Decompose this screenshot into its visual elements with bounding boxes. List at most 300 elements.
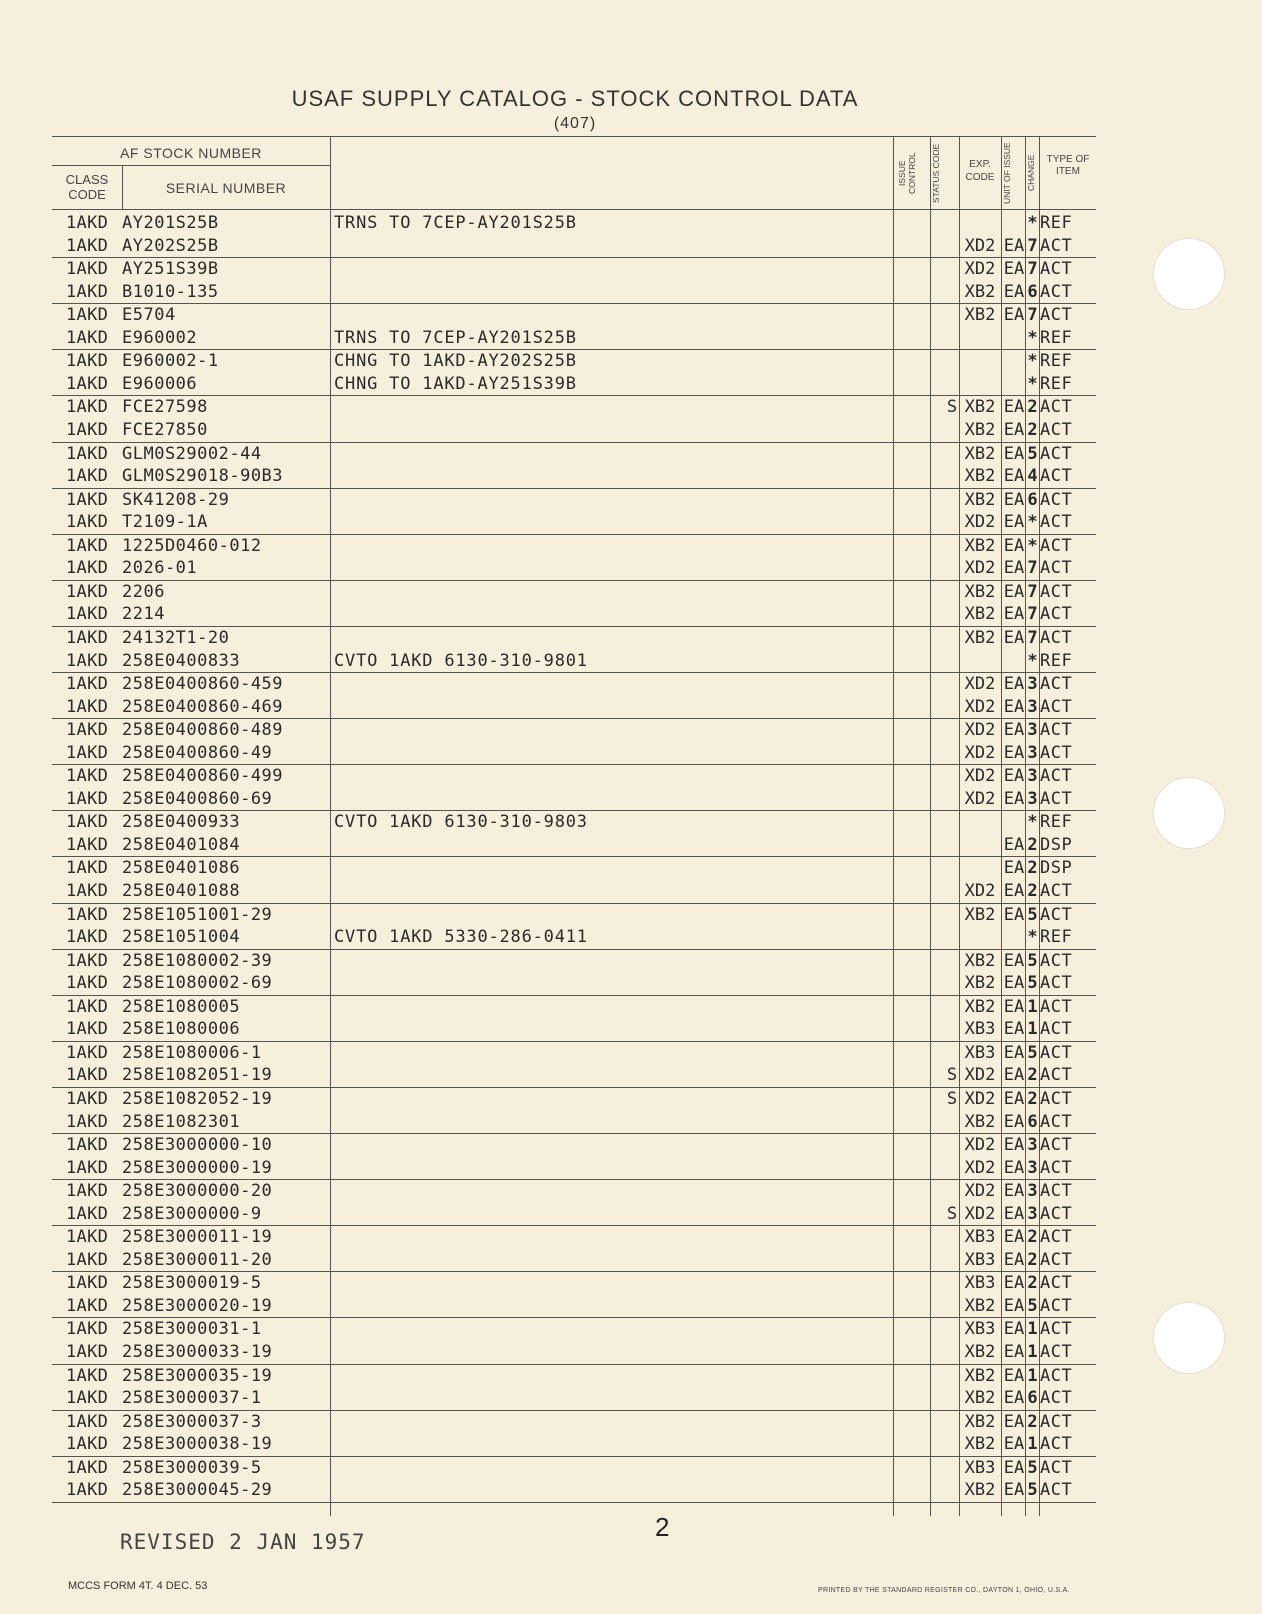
type-of-item-cell: ACT — [1040, 535, 1073, 556]
class-code-cell: 1AKD — [66, 1457, 109, 1478]
exp-code-cell: XB2 — [964, 1111, 996, 1132]
table-row — [0, 996, 1262, 1019]
class-code-cell: 1AKD — [66, 1065, 109, 1086]
exp-code-cell: XB2 — [964, 581, 996, 602]
class-code-cell: 1AKD — [66, 397, 109, 418]
table-row — [0, 834, 1262, 857]
remarks-cell: CHNG TO 1AKD-AY251S39B — [334, 373, 577, 394]
change-cell: 5 — [1027, 1295, 1038, 1316]
change-cell: 2 — [1027, 1088, 1038, 1109]
exp-code-cell: XD2 — [964, 558, 996, 579]
class-code-cell: 1AKD — [66, 1434, 109, 1455]
exp-code-cell: XD2 — [964, 1203, 996, 1224]
change-cell: 3 — [1027, 1181, 1038, 1202]
table-row — [0, 1457, 1262, 1480]
unit-of-issue-cell: EA — [1003, 558, 1025, 579]
class-code-cell: 1AKD — [66, 1135, 109, 1155]
header-group-rule — [52, 165, 330, 166]
change-cell: 3 — [1027, 1203, 1038, 1224]
type-of-item-cell: ACT — [1040, 1181, 1073, 1202]
exp-code-cell: XD2 — [964, 696, 996, 717]
serial-number-cell: 2026-01 — [122, 558, 198, 579]
change-cell: 7 — [1027, 305, 1038, 326]
table-row — [0, 373, 1262, 396]
class-code-cell: 1AKD — [66, 213, 109, 233]
unit-of-issue-cell: EA — [1003, 1157, 1025, 1178]
type-of-item-cell: ACT — [1040, 720, 1073, 741]
serial-number-cell: 258E3000000-10 — [122, 1135, 273, 1155]
exp-code-cell: XD2 — [964, 235, 996, 256]
class-code-cell: 1AKD — [66, 881, 109, 901]
table-row — [0, 719, 1262, 742]
exp-code-cell: XD2 — [964, 1135, 996, 1155]
serial-number-cell: E960002-1 — [122, 351, 219, 372]
unit-of-issue-cell: EA — [1003, 766, 1025, 787]
change-cell: 5 — [1027, 950, 1038, 971]
type-of-item-cell: ACT — [1040, 1457, 1073, 1478]
change-cell: 1 — [1027, 1365, 1038, 1386]
table-row — [0, 788, 1262, 811]
serial-number-cell: 258E1051004 — [122, 927, 241, 948]
change-cell: 1 — [1027, 1019, 1038, 1040]
unit-of-issue-cell: EA — [1003, 512, 1025, 533]
change-cell: 7 — [1027, 604, 1038, 625]
type-of-item-cell: ACT — [1040, 1319, 1073, 1340]
table-row — [0, 1479, 1262, 1502]
exp-code-cell: XD2 — [964, 788, 996, 809]
exp-code-cell: XB2 — [964, 973, 996, 994]
class-code-cell: 1AKD — [66, 1157, 109, 1178]
change-cell: 2 — [1027, 834, 1038, 855]
exp-code-cell: XB2 — [964, 1365, 996, 1386]
serial-number-cell: 258E3000037-1 — [122, 1388, 262, 1409]
serial-number-cell: 258E3000000-19 — [122, 1157, 273, 1178]
table-row — [0, 1018, 1262, 1041]
serial-number-cell: 258E3000031-1 — [122, 1319, 262, 1340]
class-code-cell: 1AKD — [66, 535, 109, 556]
unit-of-issue-cell: EA — [1003, 904, 1025, 925]
table-row — [0, 489, 1262, 512]
type-of-item-cell: ACT — [1040, 696, 1073, 717]
type-of-item-cell: ACT — [1040, 1088, 1073, 1109]
change-cell: * — [1027, 927, 1038, 948]
unit-of-issue-cell: EA — [1003, 420, 1025, 440]
serial-number-cell: AY201S25B — [122, 213, 219, 233]
serial-number-cell: 2214 — [122, 604, 165, 625]
table-row — [0, 235, 1262, 258]
unit-of-issue-cell: EA — [1003, 305, 1025, 326]
table-row — [0, 1341, 1262, 1364]
serial-number-cell: 258E0400833 — [122, 650, 241, 671]
type-of-item-cell: ACT — [1040, 581, 1073, 602]
serial-number-cell: 258E0401084 — [122, 834, 241, 855]
type-of-item-cell: ACT — [1040, 1480, 1073, 1501]
serial-number-cell: 258E0400860-459 — [122, 674, 284, 694]
unit-of-issue-header: UNIT OF ISSUE — [1002, 142, 1012, 204]
table-row — [0, 1064, 1262, 1087]
unit-of-issue-cell: EA — [1003, 581, 1025, 602]
exp-code-cell: XD2 — [964, 720, 996, 741]
serial-number-cell: 24132T1-20 — [122, 627, 230, 648]
table-row — [0, 765, 1262, 788]
table-row — [0, 396, 1262, 419]
rule-class-serial — [122, 165, 123, 209]
serial-number-cell: 258E0400860-499 — [122, 766, 284, 787]
change-cell: 6 — [1027, 1111, 1038, 1132]
table-row — [0, 1157, 1262, 1180]
type-of-item-cell: ACT — [1040, 1342, 1073, 1362]
type-of-item-cell: REF — [1040, 213, 1073, 233]
serial-number-cell: 1225D0460-012 — [122, 535, 262, 556]
unit-of-issue-cell: EA — [1003, 720, 1025, 741]
table-row — [0, 258, 1262, 281]
change-cell: 5 — [1027, 1457, 1038, 1478]
table-row — [0, 1134, 1262, 1157]
change-cell: * — [1027, 213, 1038, 233]
table-row — [0, 557, 1262, 580]
class-code-cell: 1AKD — [66, 512, 109, 533]
exp-code-cell: XD2 — [964, 881, 996, 901]
change-cell: 1 — [1027, 1319, 1038, 1340]
unit-of-issue-cell: EA — [1003, 950, 1025, 971]
serial-number-cell: FCE27850 — [122, 420, 208, 440]
change-cell: 3 — [1027, 766, 1038, 787]
serial-number-header: SERIAL NUMBER — [165, 180, 287, 196]
table-row — [0, 419, 1262, 442]
catalog-subtitle: (407) — [553, 115, 597, 132]
type-of-item-cell: REF — [1040, 327, 1073, 348]
serial-number-cell: 258E3000045-29 — [122, 1480, 273, 1501]
serial-number-cell: 258E3000039-5 — [122, 1457, 262, 1478]
unit-of-issue-cell: EA — [1003, 281, 1025, 302]
exp-code-cell: XB3 — [964, 1019, 996, 1040]
change-cell: * — [1027, 535, 1038, 556]
table-row — [0, 1411, 1262, 1434]
change-cell: 1 — [1027, 1434, 1038, 1455]
table-row — [0, 581, 1262, 604]
table-row — [0, 1318, 1262, 1341]
exp-code-cell: XB2 — [964, 1388, 996, 1409]
unit-of-issue-cell: EA — [1003, 1365, 1025, 1386]
unit-of-issue-cell: EA — [1003, 1181, 1025, 1202]
table-row — [0, 535, 1262, 558]
change-cell: 1 — [1027, 996, 1038, 1017]
exp-code-cell: XB2 — [964, 1342, 996, 1362]
change-cell: 3 — [1027, 742, 1038, 763]
unit-of-issue-cell: EA — [1003, 996, 1025, 1017]
unit-of-issue-cell: EA — [1003, 1088, 1025, 1109]
type-of-item-cell: ACT — [1040, 466, 1073, 487]
table-row — [0, 1088, 1262, 1111]
exp-code-cell: XB2 — [964, 281, 996, 302]
class-code-cell: 1AKD — [66, 766, 109, 787]
type-of-item-cell: ACT — [1040, 235, 1073, 256]
unit-of-issue-cell: EA — [1003, 1411, 1025, 1432]
unit-of-issue-cell: EA — [1003, 881, 1025, 901]
class-code-cell: 1AKD — [66, 443, 109, 464]
status-code-cell: S — [946, 1088, 958, 1109]
unit-of-issue-cell: EA — [1003, 397, 1025, 418]
unit-of-issue-cell: EA — [1003, 742, 1025, 763]
exp-code-cell: XD2 — [964, 766, 996, 787]
remarks-cell: CHNG TO 1AKD-AY202S25B — [334, 351, 577, 372]
unit-of-issue-cell: EA — [1003, 235, 1025, 256]
unit-of-issue-cell: EA — [1003, 1480, 1025, 1501]
type-of-item-cell: DSP — [1040, 858, 1073, 879]
remarks-cell: CVTO 1AKD 6130-310-9803 — [334, 812, 588, 833]
serial-number-cell: E960006 — [122, 373, 198, 394]
class-code-cell: 1AKD — [66, 996, 109, 1017]
exp-code-cell: XB2 — [964, 397, 996, 418]
table-row — [0, 511, 1262, 534]
unit-of-issue-cell: EA — [1003, 466, 1025, 487]
type-of-item-cell: ACT — [1040, 512, 1073, 533]
class-code-cell: 1AKD — [66, 1273, 109, 1294]
issue-control-header: ISSUE CONTROL — [897, 152, 917, 194]
table-row — [0, 1295, 1262, 1318]
class-code-cell: 1AKD — [66, 1365, 109, 1386]
table-row — [0, 880, 1262, 903]
type-of-item-cell: ACT — [1040, 604, 1073, 625]
table-row — [0, 926, 1262, 949]
unit-of-issue-cell: EA — [1003, 1203, 1025, 1224]
serial-number-cell: 258E1082051-19 — [122, 1065, 273, 1086]
class-code-cell: 1AKD — [66, 305, 109, 326]
change-cell: 2 — [1027, 1411, 1038, 1432]
exp-code-cell: XB3 — [964, 1227, 996, 1248]
table-row — [0, 304, 1262, 327]
serial-number-cell: 258E0401086 — [122, 858, 241, 879]
exp-code-cell: XD2 — [964, 1065, 996, 1086]
change-cell: 2 — [1027, 858, 1038, 879]
change-cell: 7 — [1027, 558, 1038, 579]
unit-of-issue-cell: EA — [1003, 1388, 1025, 1409]
class-code-cell: 1AKD — [66, 674, 109, 694]
serial-number-cell: GLM0S29002-44 — [122, 443, 262, 464]
binder-hole-bottom — [1153, 1302, 1225, 1374]
table-row — [0, 281, 1262, 304]
exp-code-cell: XD2 — [964, 259, 996, 280]
change-cell: * — [1027, 812, 1038, 833]
change-cell: 6 — [1027, 1388, 1038, 1409]
serial-number-cell: 258E1051001-29 — [122, 904, 273, 925]
serial-number-cell: B1010-135 — [122, 281, 219, 302]
type-of-item-cell: ACT — [1040, 281, 1073, 302]
serial-number-cell: SK41208-29 — [122, 489, 230, 510]
table-row — [0, 1272, 1262, 1295]
serial-number-cell: FCE27598 — [122, 397, 208, 418]
table-row — [0, 1180, 1262, 1203]
table-row — [0, 350, 1262, 373]
change-cell: 3 — [1027, 674, 1038, 694]
type-of-item-cell: ACT — [1040, 443, 1073, 464]
table-row — [0, 1249, 1262, 1272]
serial-number-cell: 258E0400860-69 — [122, 788, 273, 809]
catalog-title: USAF SUPPLY CATALOG - STOCK CONTROL DATA — [291, 86, 859, 111]
unit-of-issue-cell: EA — [1003, 1111, 1025, 1132]
exp-code-cell: XB3 — [964, 1319, 996, 1340]
type-of-item-cell: ACT — [1040, 627, 1073, 648]
class-code-cell: 1AKD — [66, 904, 109, 925]
change-cell: 7 — [1027, 581, 1038, 602]
unit-of-issue-cell: EA — [1003, 1295, 1025, 1316]
change-cell: 5 — [1027, 1042, 1038, 1063]
change-cell: 2 — [1027, 1065, 1038, 1086]
unit-of-issue-cell: EA — [1003, 604, 1025, 625]
type-of-item-cell: DSP — [1040, 834, 1073, 855]
af-stock-number-header: AF STOCK NUMBER — [120, 145, 262, 161]
type-of-item-cell: ACT — [1040, 489, 1073, 510]
exp-code-cell: XB2 — [964, 996, 996, 1017]
unit-of-issue-cell: EA — [1003, 259, 1025, 280]
class-code-cell: 1AKD — [66, 1181, 109, 1202]
exp-code-cell: XB2 — [964, 950, 996, 971]
revised-stamp: REVISED 2 JAN 1957 — [120, 1530, 366, 1554]
change-cell: 2 — [1027, 397, 1038, 418]
exp-code-cell: XD2 — [964, 674, 996, 694]
change-cell: * — [1027, 373, 1038, 394]
header-bottom-rule — [52, 209, 1096, 210]
table-row — [0, 1203, 1262, 1226]
table-row — [0, 603, 1262, 626]
type-of-item-cell: ACT — [1040, 1273, 1073, 1294]
status-code-header: STATUS CODE — [931, 143, 941, 203]
class-code-cell: 1AKD — [66, 1203, 109, 1224]
change-cell: 3 — [1027, 696, 1038, 717]
type-of-item-cell: ACT — [1040, 1365, 1073, 1386]
serial-number-cell: 258E3000035-19 — [122, 1365, 273, 1386]
class-code-cell: 1AKD — [66, 950, 109, 971]
type-of-item-cell: REF — [1040, 351, 1073, 372]
change-cell: 3 — [1027, 788, 1038, 809]
class-code-cell: 1AKD — [66, 696, 109, 717]
type-of-item-cell: ACT — [1040, 305, 1073, 326]
type-of-item-cell: ACT — [1040, 950, 1073, 971]
class-code-cell: 1AKD — [66, 1111, 109, 1132]
class-code-cell: 1AKD — [66, 927, 109, 948]
type-of-item-cell: ACT — [1040, 558, 1073, 579]
exp-code-cell: XB2 — [964, 904, 996, 925]
serial-number-cell: 258E3000037-3 — [122, 1411, 262, 1432]
table-row — [0, 650, 1262, 673]
type-of-item-cell: ACT — [1040, 1249, 1073, 1270]
table-row — [0, 627, 1262, 650]
unit-of-issue-cell: EA — [1003, 489, 1025, 510]
type-of-item-cell: ACT — [1040, 1411, 1073, 1432]
unit-of-issue-cell: EA — [1003, 834, 1025, 855]
serial-number-cell: 258E1082301 — [122, 1111, 241, 1132]
unit-of-issue-cell: EA — [1003, 674, 1025, 694]
unit-of-issue-cell: EA — [1003, 1019, 1025, 1040]
table-row — [0, 443, 1262, 466]
exp-code-cell: XD2 — [964, 742, 996, 763]
change-cell: 2 — [1027, 1227, 1038, 1248]
class-code-cell: 1AKD — [66, 1342, 109, 1362]
exp-code-cell: XB3 — [964, 1249, 996, 1270]
class-code-cell: 1AKD — [66, 466, 109, 487]
type-of-item-cell: ACT — [1040, 1135, 1073, 1155]
change-cell: 2 — [1027, 1273, 1038, 1294]
unit-of-issue-cell: EA — [1003, 1319, 1025, 1340]
change-cell: * — [1027, 512, 1038, 533]
exp-code-cell: XB2 — [964, 627, 996, 648]
row-group-rule — [52, 1502, 1096, 1503]
exp-code-cell: XD2 — [964, 1181, 996, 1202]
table-row — [0, 811, 1262, 834]
exp-code-cell: XB2 — [964, 535, 996, 556]
type-of-item-header: TYPE OF ITEM — [1046, 154, 1090, 177]
table-row — [0, 1387, 1262, 1410]
exp-code-cell: XB2 — [964, 443, 996, 464]
class-code-cell: 1AKD — [66, 1319, 109, 1340]
serial-number-cell: 258E1082052-19 — [122, 1088, 273, 1109]
change-cell: 5 — [1027, 1480, 1038, 1501]
exp-code-cell: XB2 — [964, 466, 996, 487]
remarks-cell: CVTO 1AKD 6130-310-9801 — [334, 650, 588, 671]
table-row — [0, 1042, 1262, 1065]
type-of-item-cell: REF — [1040, 373, 1073, 394]
change-cell: 7 — [1027, 259, 1038, 280]
class-code-cell: 1AKD — [66, 812, 109, 833]
type-of-item-cell: ACT — [1040, 881, 1073, 901]
change-cell: 5 — [1027, 904, 1038, 925]
serial-number-cell: 258E0400860-489 — [122, 720, 284, 741]
change-cell: 2 — [1027, 881, 1038, 901]
type-of-item-cell: ACT — [1040, 1295, 1073, 1316]
type-of-item-cell: ACT — [1040, 996, 1073, 1017]
serial-number-cell: 258E0401088 — [122, 881, 241, 901]
unit-of-issue-cell: EA — [1003, 1135, 1025, 1155]
exp-code-cell: XD2 — [964, 1088, 996, 1109]
exp-code-cell: XD2 — [964, 1157, 996, 1178]
table-row — [0, 327, 1262, 350]
change-header: CHANGE — [1026, 154, 1036, 192]
serial-number-cell: 258E3000000-9 — [122, 1203, 262, 1224]
serial-number-cell: E960002 — [122, 327, 198, 348]
table-row — [0, 696, 1262, 719]
form-number: MCCS FORM 4T. 4 DEC. 53 — [68, 1580, 208, 1592]
change-cell: 4 — [1027, 466, 1038, 487]
page-number: 2 — [655, 1512, 670, 1542]
unit-of-issue-cell: EA — [1003, 1434, 1025, 1455]
serial-number-cell: 258E3000000-20 — [122, 1181, 273, 1202]
class-code-cell: 1AKD — [66, 834, 109, 855]
table-row — [0, 950, 1262, 973]
table-row — [0, 1433, 1262, 1456]
type-of-item-cell: ACT — [1040, 766, 1073, 787]
serial-number-cell: AY202S25B — [122, 235, 219, 256]
status-code-cell: S — [946, 1065, 958, 1086]
unit-of-issue-cell: EA — [1003, 1457, 1025, 1478]
serial-number-cell: 258E3000020-19 — [122, 1295, 273, 1316]
exp-code-cell: XB3 — [964, 1273, 996, 1294]
unit-of-issue-cell: EA — [1003, 627, 1025, 648]
type-of-item-cell: ACT — [1040, 742, 1073, 763]
table-row — [0, 972, 1262, 995]
unit-of-issue-cell: EA — [1003, 1342, 1025, 1362]
table-row — [0, 1226, 1262, 1249]
exp-code-cell: XB2 — [964, 489, 996, 510]
table-row — [0, 212, 1262, 235]
table-row — [0, 857, 1262, 880]
class-code-cell: 1AKD — [66, 351, 109, 372]
serial-number-cell: 258E0400860-469 — [122, 696, 284, 717]
class-code-cell: 1AKD — [66, 604, 109, 625]
class-code-cell: 1AKD — [66, 327, 109, 348]
class-code-cell: 1AKD — [66, 489, 109, 510]
status-code-cell: S — [946, 397, 958, 418]
type-of-item-cell: ACT — [1040, 1203, 1073, 1224]
